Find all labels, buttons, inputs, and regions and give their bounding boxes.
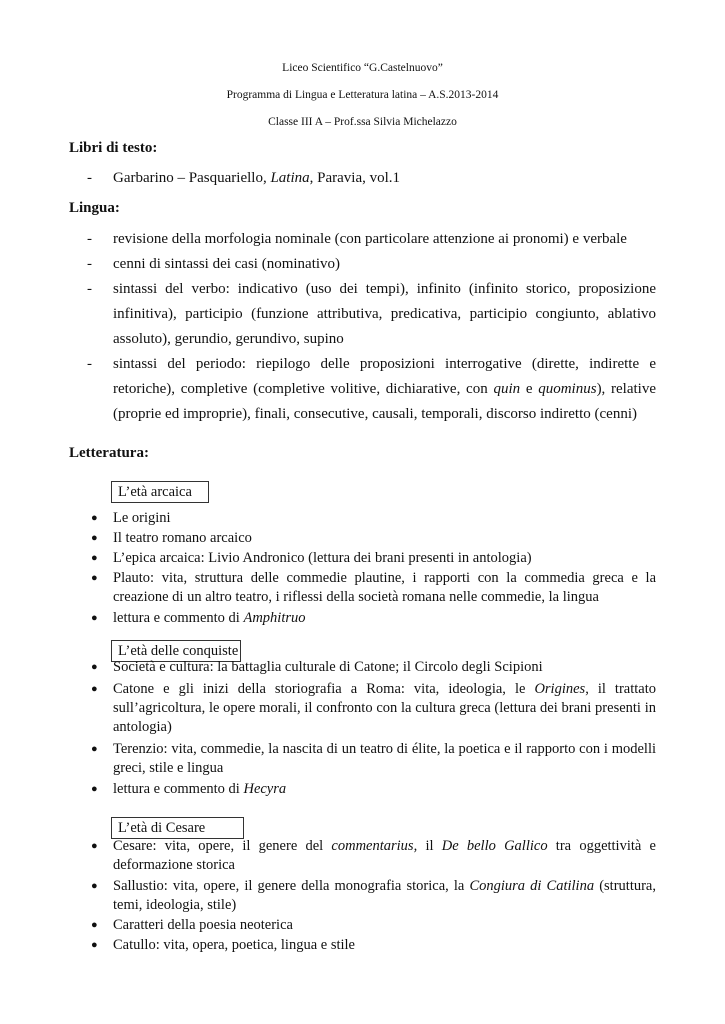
- bullet: ●: [91, 512, 98, 524]
- dash-marker: -: [87, 231, 92, 247]
- list-item: Le origini: [113, 510, 171, 526]
- dash-marker: -: [87, 356, 92, 372]
- section-title-eta-arcaica: L’età arcaica: [111, 481, 209, 503]
- bullet: ●: [91, 840, 98, 852]
- bullet: ●: [91, 880, 98, 892]
- lingua-heading: Lingua:: [69, 200, 120, 216]
- list-item: L’epica arcaica: Livio Andronico (lettura dei brani presenti in antologia): [113, 550, 532, 566]
- bullet: ●: [91, 919, 98, 931]
- bullet: ●: [91, 743, 98, 755]
- bullet: ●: [91, 661, 98, 673]
- bullet: ●: [91, 612, 98, 624]
- lingua-item: cenni di sintassi dei casi (nominativo): [113, 256, 341, 272]
- lingua-item: sintassi del periodo: riepilogo delle proposizioni interrogative (dirette, indirette e retoriche), completive (completive volitive, dichiarative, con quin e quominus), relative (proprie ed improprie), finali, consecutive, causali, temporali, discorso indiretto (cenni): [113, 356, 656, 422]
- libri-heading: Libri di testo:: [69, 140, 158, 156]
- list-item: Plauto: vita, struttura delle commedie plautine, i rapporti con la commedia greca e la creazione di un altro teatro, i riflessi della società romana nelle commedie, la lingua: [113, 570, 656, 605]
- list-item: Terenzio: vita, commedie, la nascita di un teatro di élite, la poetica e il rapporto con i modelli greci, stile e lingua: [113, 741, 656, 776]
- list-item: Sallustio: vita, opere, il genere della monografia storica, la Congiura di Catilina (struttura, temi, ideologia, stile): [113, 878, 656, 913]
- section-title-eta-cesare: L’età di Cesare: [111, 817, 244, 839]
- list-item: lettura e commento di Hecyra: [113, 781, 287, 797]
- list-item: Il teatro romano arcaico: [113, 530, 252, 546]
- bullet: ●: [91, 783, 98, 795]
- section-title-eta-conquiste: L’età delle conquiste: [111, 640, 241, 662]
- dash-marker: -: [87, 281, 92, 297]
- school-name: Liceo Scientifico “G.Castelnuovo”: [282, 62, 443, 74]
- list-item: Società e cultura: la battaglia culturale di Catone; il Circolo degli Scipioni: [113, 659, 543, 675]
- lingua-item: revisione della morfologia nominale (con particolare attenzione ai pronomi) e verbale: [113, 231, 627, 247]
- list-item: Catullo: vita, opera, poetica, lingua e stile: [113, 937, 355, 953]
- lingua-item: sintassi del verbo: indicativo (uso dei tempi), infinito (infinito storico, proposizione infinitiva), participio (funzione attributiva, predicativa, participio congiunto, ablativo assoluto), gerundio, gerundivo, supino: [113, 281, 656, 347]
- bullet: ●: [91, 939, 98, 951]
- libri-item: Garbarino – Pasquariello, Latina, Paravia, vol.1: [113, 170, 401, 186]
- list-item: Caratteri della poesia neoterica: [113, 917, 293, 933]
- list-item: Catone e gli inizi della storiografia a Roma: vita, ideologia, le Origines, il trattato sull’agricoltura, le opere morali, il confronto con la cultura greca (lettura dei brani presenti in antologia): [113, 681, 656, 735]
- list-item: Cesare: vita, opere, il genere del commentarius, il De bello Gallico tra oggettività e deformazione storica: [113, 838, 656, 873]
- bullet: ●: [91, 552, 98, 564]
- list-item: lettura e commento di Amphitruo: [113, 610, 306, 626]
- letteratura-heading: Letteratura:: [69, 445, 149, 461]
- class-info: Classe III A – Prof.ssa Silvia Michelazzo: [268, 116, 457, 128]
- program-title: Programma di Lingua e Letteratura latina – A.S.2013-2014: [226, 89, 499, 101]
- dash-marker: -: [87, 170, 92, 186]
- bullet: ●: [91, 683, 98, 695]
- dash-marker: -: [87, 256, 92, 272]
- bullet: ●: [91, 572, 98, 584]
- bullet: ●: [91, 532, 98, 544]
